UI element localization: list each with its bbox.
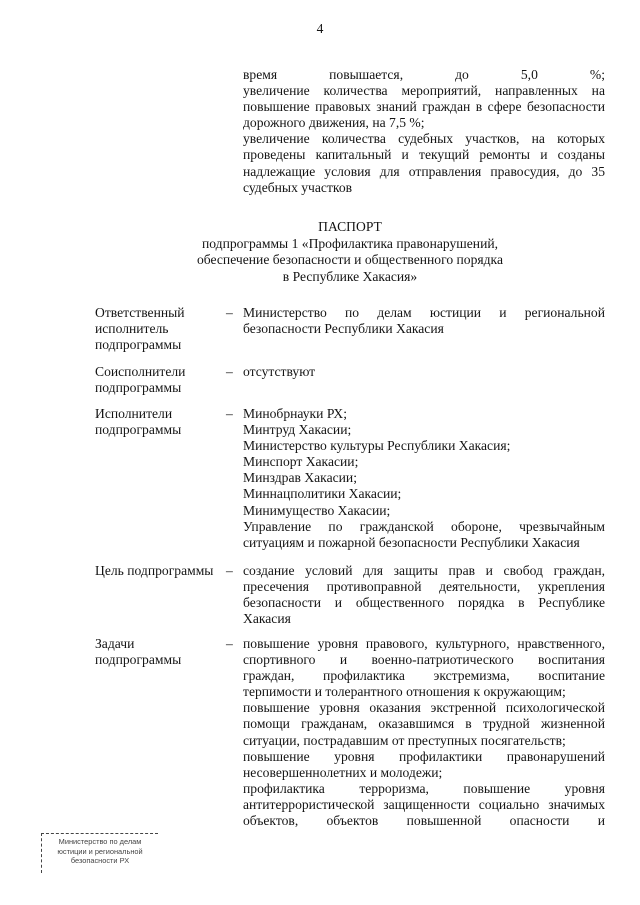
row-line: повышение уровня оказания экстренной психологической (243, 700, 605, 716)
row-line: граждан, профилактика экстремизма, воспитание (243, 668, 605, 684)
intro-line: проведены капитальный и текущий ремонты и созданы (243, 147, 605, 163)
row-line: Хакасия (243, 611, 291, 627)
stamp-line: безопасности РХ (70, 856, 130, 866)
passport-title: ПАСПОРТ (318, 219, 382, 234)
row-dash: – (226, 406, 233, 421)
row-line: безопасности Республики Хакасия (243, 321, 444, 337)
page-number: 4 (316, 21, 324, 36)
passport-heading (140, 219, 560, 285)
row-line: Миннацполитики Хакасии; (243, 486, 402, 502)
intro-line: увеличение количества судебных участков, на которых (243, 131, 605, 147)
passport-subtitle-line: подпрограммы 1 «Профилактика правонарушений, (201, 236, 499, 252)
row-dash: – (226, 305, 233, 320)
row-line: Министерство культуры Республики Хакасия; (243, 438, 511, 454)
row-line: пресечения противоправной деятельности, укрепления (243, 579, 605, 595)
row-line: Министерство по делам юстиции и региональной (243, 305, 605, 320)
intro-block (243, 67, 605, 196)
row-line: повышение уровня профилактики правонарушений (243, 748, 605, 764)
passport-subtitle-line: обеспечение безопасности и общественного порядка (196, 252, 503, 268)
row-line: Минимущество Хакасии; (243, 502, 391, 518)
row-dash: – (226, 364, 233, 379)
row-label: Исполнители подпрограммы (95, 406, 182, 438)
row-line: спортивного и военно-патриотического воспитания (243, 652, 605, 668)
intro-line: увеличение количества мероприятий, направленных на (243, 83, 605, 99)
row-line: Управление по гражданской обороне, чрезвычайным (243, 518, 605, 534)
row-label: Соисполнители подпрограммы (95, 364, 186, 396)
intro-line: дорожного движения, на 7,5 %; (243, 115, 425, 131)
row-line: объектов, объектов повышенной опасности и (243, 813, 605, 829)
ministry-stamp (41, 833, 158, 873)
passport-subtitle-line: в Республике Хакасия» (282, 268, 418, 284)
stamp-line: Министерство по делам (58, 837, 142, 846)
row-line: Минтруд Хакасии; (243, 422, 352, 438)
intro-line: надлежащие условия для отправления правосудия, до 35 (243, 163, 605, 179)
row-line: профилактика терроризма, повышение уровня (243, 780, 605, 796)
row-line: ситуации, пострадавшим от преступных посягательств; (243, 732, 566, 748)
stamp-line: юстиции и региональной (57, 846, 143, 856)
row-label: Цель подпрограммы (95, 563, 214, 578)
row-dash: – (226, 636, 233, 651)
row-dash: – (226, 563, 233, 578)
row-line: Минздрав Хакасии; (243, 470, 357, 486)
row-line: создание условий для защиты прав и свобод граждан, (243, 563, 605, 578)
row-line: отсутствуют (243, 364, 316, 379)
row-line: безопасности и общественного порядка в Республике (243, 595, 605, 611)
intro-line: судебных участков (243, 179, 353, 195)
row-content (243, 364, 605, 380)
row-content (243, 563, 605, 627)
row-line: повышение уровня правового, культурного, нравственного, (243, 636, 605, 651)
intro-line: повышение правовых знаний граждан в сфере безопасности (243, 99, 605, 115)
row-line: Минобрнауки РХ; (243, 406, 348, 421)
row-line: помощи гражданам, оказавшимся в трудной жизненной (243, 716, 605, 732)
row-label: Ответственный исполнитель подпрограммы (95, 305, 185, 353)
row-label: Задачи подпрограммы (95, 636, 182, 668)
row-content (243, 406, 605, 551)
intro-line: время повышается, до 5,0 %; (243, 67, 605, 82)
row-line: несовершеннолетних и молодежи; (243, 764, 443, 780)
row-content (243, 305, 605, 337)
row-line: ситуациям и пожарной безопасности Республики Хакасия (243, 534, 580, 550)
row-line: антитеррористической защищенности социально значимых (243, 796, 605, 812)
row-line: Минспорт Хакасии; (243, 454, 359, 470)
row-content (243, 636, 605, 829)
row-line: терпимости и толерантного отношения к окружающим; (243, 684, 566, 700)
